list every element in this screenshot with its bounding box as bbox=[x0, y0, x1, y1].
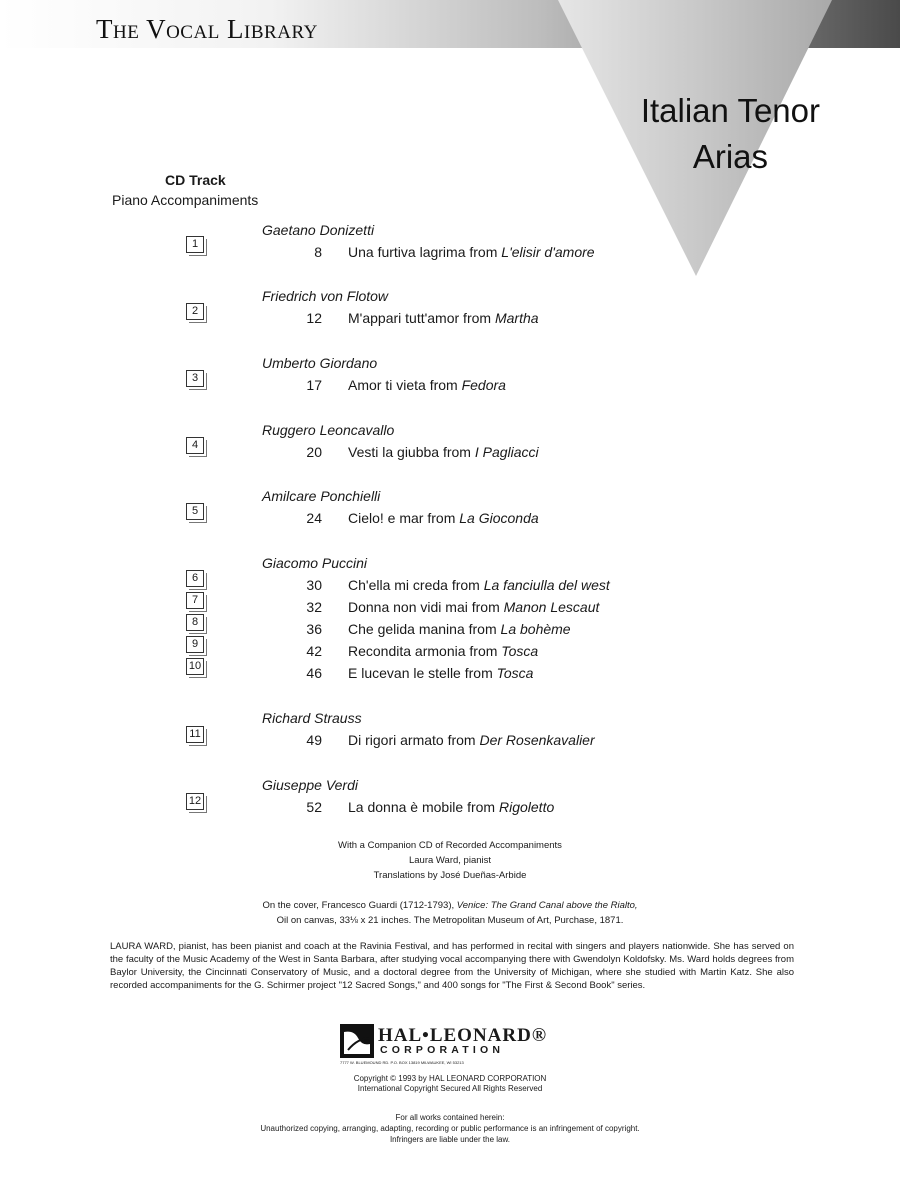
cd-track-label: CD Track bbox=[165, 172, 226, 188]
page-number: 42 bbox=[306, 643, 322, 659]
opera-title: Martha bbox=[494, 310, 539, 326]
copyright-notice bbox=[300, 1074, 600, 1094]
opera-title: Tosca bbox=[496, 665, 534, 681]
cd-track-number: 8 bbox=[186, 614, 204, 631]
page-number: 12 bbox=[306, 310, 322, 326]
aria-title: La donna è mobile from bbox=[348, 799, 499, 815]
cd-track-number: 11 bbox=[186, 726, 204, 743]
warning-line: Unauthorized copying, arranging, adapting, recording or public performance is an infringement of copyright. bbox=[260, 1124, 640, 1133]
cd-track-number: 6 bbox=[186, 570, 204, 587]
cd-track-number: 1 bbox=[186, 236, 204, 253]
hal-leonard-logo-icon bbox=[340, 1024, 374, 1058]
cd-track-number: 5 bbox=[186, 503, 204, 520]
aria-title: Cielo! e mar from bbox=[348, 510, 460, 526]
composer-name: Friedrich von Flotow bbox=[262, 288, 389, 304]
page-number: 49 bbox=[306, 732, 322, 748]
aria-entry bbox=[348, 621, 571, 637]
opera-title: I Pagliacci bbox=[474, 444, 539, 460]
cd-track-number: 9 bbox=[186, 636, 204, 653]
warning-line: Infringers are liable under the law. bbox=[389, 1135, 511, 1144]
aria-title: Una furtiva lagrima from bbox=[348, 244, 502, 260]
cd-track-number: 2 bbox=[186, 303, 204, 320]
page-number: 17 bbox=[306, 377, 322, 393]
page-number: 32 bbox=[306, 599, 322, 615]
composer-name: Giacomo Puccini bbox=[262, 555, 368, 571]
pianist-credit: Laura Ward, pianist bbox=[408, 855, 492, 866]
book-title-line1: Italian Tenor bbox=[640, 92, 820, 129]
cd-track-number: 12 bbox=[186, 793, 204, 810]
aria-title: Donna non vidi mai from bbox=[348, 599, 504, 615]
cover-credit bbox=[130, 898, 770, 928]
cd-track-number: 10 bbox=[186, 658, 204, 675]
aria-entry bbox=[348, 310, 539, 326]
aria-title: E lucevan le stelle from bbox=[348, 665, 497, 681]
companion-line: With a Companion CD of Recorded Accompaniments bbox=[338, 840, 562, 851]
opera-title: La fanciulla del west bbox=[483, 577, 610, 593]
opera-title: La bohème bbox=[500, 621, 571, 637]
page-number: 52 bbox=[306, 799, 322, 815]
aria-title: Amor ti vieta from bbox=[348, 377, 462, 393]
copyright-line: Copyright © 1993 by HAL LEONARD CORPORATION bbox=[353, 1074, 547, 1083]
page-number: 46 bbox=[306, 665, 322, 681]
cd-track-number: 4 bbox=[186, 437, 204, 454]
opera-title: La Gioconda bbox=[459, 510, 539, 526]
composer-name: Richard Strauss bbox=[262, 710, 362, 726]
aria-entry bbox=[348, 665, 533, 681]
page-number: 24 bbox=[306, 510, 322, 526]
aria-title: Vesti la giubba from bbox=[348, 444, 475, 460]
rights-line: International Copyright Secured All Rights Reserved bbox=[357, 1084, 543, 1093]
book-title-line2: Arias bbox=[692, 138, 768, 175]
aria-entry bbox=[348, 577, 610, 593]
page-number: 36 bbox=[306, 621, 322, 637]
aria-entry bbox=[348, 732, 595, 748]
aria-title: Ch'ella mi creda from bbox=[348, 577, 484, 593]
aria-title: Recondita armonia from bbox=[348, 643, 502, 659]
publisher-address: 7777 W. BLUEMOUND RD. P.O. BOX 13819 MILWAUKEE, WI 53213 bbox=[340, 1060, 464, 1065]
aria-entry bbox=[348, 444, 539, 460]
cd-track-number: 3 bbox=[186, 370, 204, 387]
aria-title: M'appari tutt'amor from bbox=[348, 310, 495, 326]
opera-title: Manon Lescaut bbox=[503, 599, 600, 615]
opera-title: Der Rosenkavalier bbox=[479, 732, 595, 748]
aria-title: Che gelida manina from bbox=[348, 621, 501, 637]
publisher-logo bbox=[340, 1024, 580, 1064]
aria-entry bbox=[348, 377, 506, 393]
aria-entry bbox=[348, 599, 599, 615]
page-number: 30 bbox=[306, 577, 322, 593]
composer-name: Amilcare Ponchielli bbox=[262, 488, 381, 504]
cd-track-number: 7 bbox=[186, 592, 204, 609]
publisher-name: HAL•LEONARD® bbox=[378, 1025, 548, 1046]
page-number: 8 bbox=[314, 244, 322, 260]
publisher-corporation: CORPORATION bbox=[380, 1044, 505, 1056]
pianist-bio: LAURA WARD, pianist, has been pianist and coach at the Ravinia Festival, and has performed in recital with singers and players nationwide. She has served on the faculty of the Music Academy of the West in Santa Barbara, after studying vocal accompanying there with Gwendolyn Koldofsky. Ms. Ward holds degrees from Baylor University, the Cincinnati Conservatory of Music, and a doctoral degree from the University of Michigan, where she studied with Martin Katz. She also recorded accompaniments for the G. Schirmer project "12 Sacred Songs," and 400 songs for "The First & Second Book" series. bbox=[110, 941, 794, 991]
cover-credit-prefix: On the cover, Francesco Guardi (1712-1793), bbox=[262, 900, 457, 911]
aria-entry bbox=[348, 510, 539, 526]
composer-name: Gaetano Donizetti bbox=[262, 222, 375, 238]
composer-name: Umberto Giordano bbox=[262, 355, 378, 371]
opera-title: L'elisir d'amore bbox=[501, 244, 595, 260]
composer-name: Giuseppe Verdi bbox=[262, 777, 358, 793]
aria-entry bbox=[348, 244, 595, 260]
translator-credit: Translations by José Dueñas-Arbide bbox=[373, 870, 527, 881]
page-number: 20 bbox=[306, 444, 322, 460]
aria-entry bbox=[348, 799, 554, 815]
aria-entry bbox=[348, 643, 538, 659]
aria-title: Di rigori armato from bbox=[348, 732, 480, 748]
composer-name: Ruggero Leoncavallo bbox=[262, 422, 395, 438]
piano-accompaniments-label: Piano Accompaniments bbox=[112, 192, 259, 208]
book-title bbox=[641, 88, 820, 180]
opera-title: Rigoletto bbox=[498, 799, 555, 815]
opera-title: Fedora bbox=[461, 377, 506, 393]
opera-title: Tosca bbox=[501, 643, 539, 659]
cover-painting-title: Venice: The Grand Canal above the Rialto, bbox=[456, 900, 638, 911]
companion-cd-credits bbox=[240, 838, 660, 883]
series-title: The Vocal Library bbox=[96, 14, 318, 44]
cover-credit-details: Oil on canvas, 33⅛ x 21 inches. The Metropolitan Museum of Art, Purchase, 1871. bbox=[276, 915, 624, 926]
warning-line: For all works contained herein: bbox=[395, 1113, 505, 1122]
copyright-warning bbox=[150, 1112, 750, 1145]
